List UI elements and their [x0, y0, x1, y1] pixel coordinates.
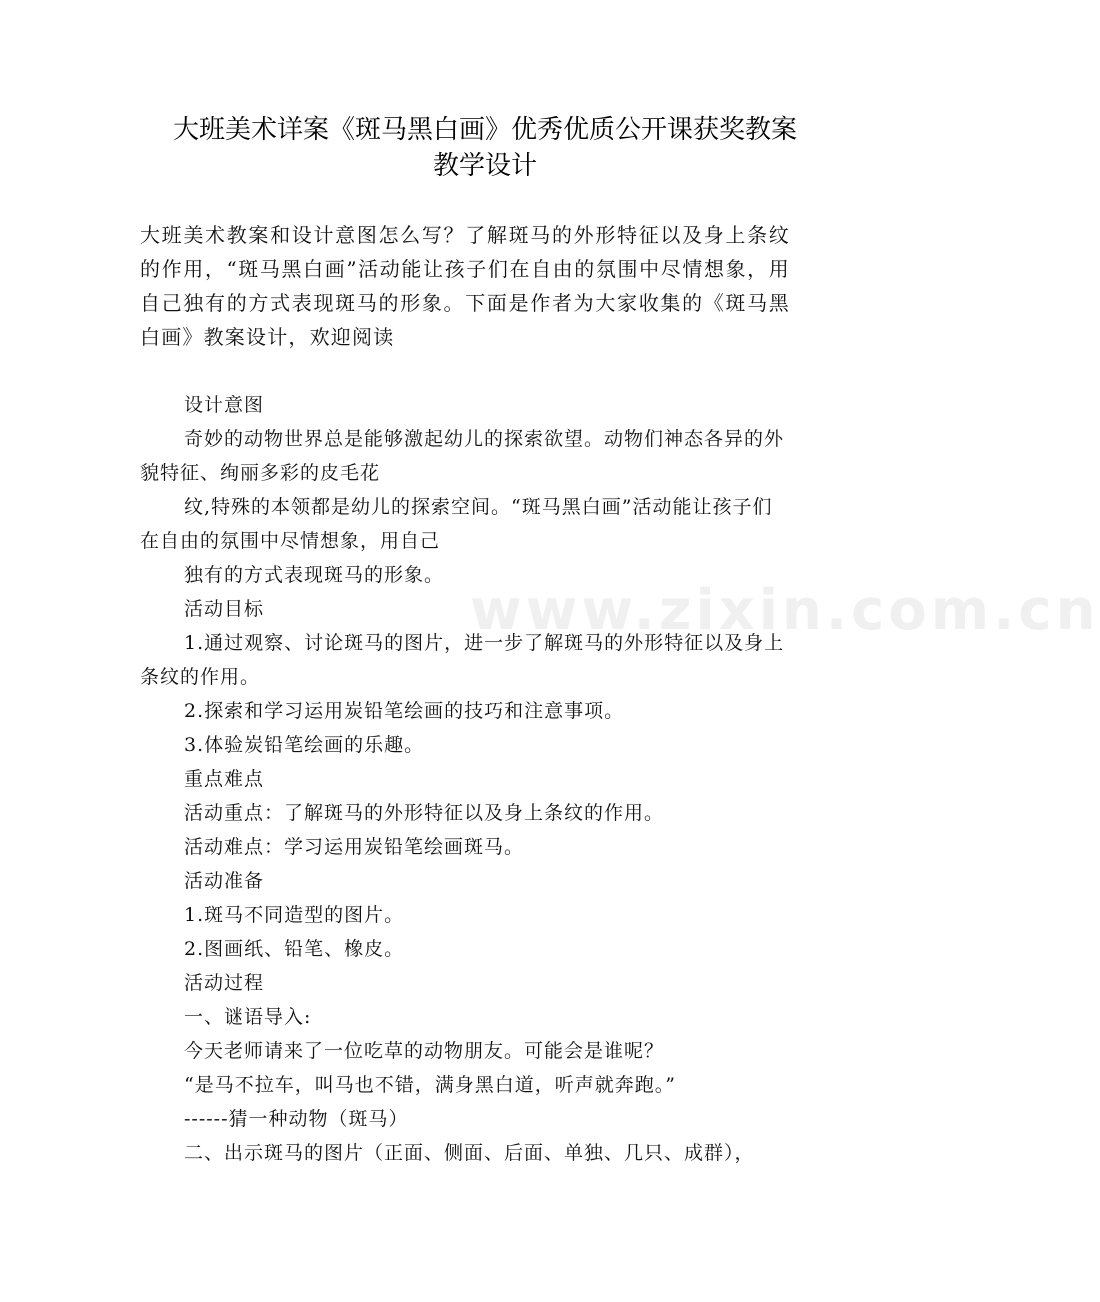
document-body [140, 388, 790, 1170]
title-line-2: 教学设计 [432, 151, 537, 181]
process-step-2: 二、出示斑马的图片（正面、侧面、后面、单独、几只、成群）， [184, 1142, 755, 1164]
watermark: www.zixin.com.cn [470, 578, 1100, 643]
process-step-1-text: 今天老师请来了一位吃草的动物朋友。可能会是谁呢？ [184, 1040, 665, 1062]
paragraph-design-intent-3: 独有的方式表现斑马的形象。 [184, 564, 445, 586]
intro-paragraph: 大班美术教案和设计意图怎么写？了解斑马的外形特征以及身上条纹的作用，“斑马黑白画”活动能让孩子们在自由的氛围中尽情想象，用自己独有的方式表现斑马的形象。下面是作者为大家收集的《斑马黑白画》教案设计，欢迎阅读 [140, 223, 790, 349]
section-heading-key-points: 重点难点 [184, 768, 265, 790]
section-heading-preparation: 活动准备 [184, 870, 265, 892]
prep-item-2: 2.图画纸、铅笔、橡皮。 [184, 938, 405, 960]
difficult-point: 活动难点：学习运用炭铅笔绘画斑马。 [184, 836, 525, 858]
goal-item-1: 1.通过观察、讨论斑马的图片，进一步了解斑马的外形特征以及身上条纹的作用。 [140, 632, 785, 688]
paragraph-design-intent-1: 奇妙的动物世界总是能够激起幼儿的探索欲望。动物们神态各异的外貌特征、绚丽多彩的皮毛花 [140, 428, 785, 484]
key-point: 活动重点：了解斑马的外形特征以及身上条纹的作用。 [184, 802, 665, 824]
process-step-1-answer: ------猜一种动物（斑马） [184, 1108, 409, 1130]
section-heading-goals: 活动目标 [184, 598, 265, 620]
paragraph-design-intent-2: 纹,特殊的本领都是幼儿的探索空间。“斑马黑白画”活动能让孩子们在自由的氛围中尽情想象，用自己 [140, 496, 773, 552]
section-heading-design-intent: 设计意图 [184, 394, 265, 416]
goal-item-2: 2.探索和学习运用炭铅笔绘画的技巧和注意事项。 [184, 700, 625, 722]
process-step-1: 一、谜语导入: [184, 1006, 312, 1028]
title-line-1: 大班美术详案《斑马黑白画》优秀优质公开课获奖教案 [172, 115, 797, 145]
goal-item-3: 3.体验炭铅笔绘画的乐趣。 [184, 734, 425, 756]
process-step-1-riddle: “是马不拉车，叫马也不错，满身黑白道，听声就奔跑。” [184, 1074, 676, 1096]
prep-item-1: 1.斑马不同造型的图片。 [184, 904, 405, 926]
document-title [140, 112, 830, 184]
section-heading-process: 活动过程 [184, 972, 265, 994]
